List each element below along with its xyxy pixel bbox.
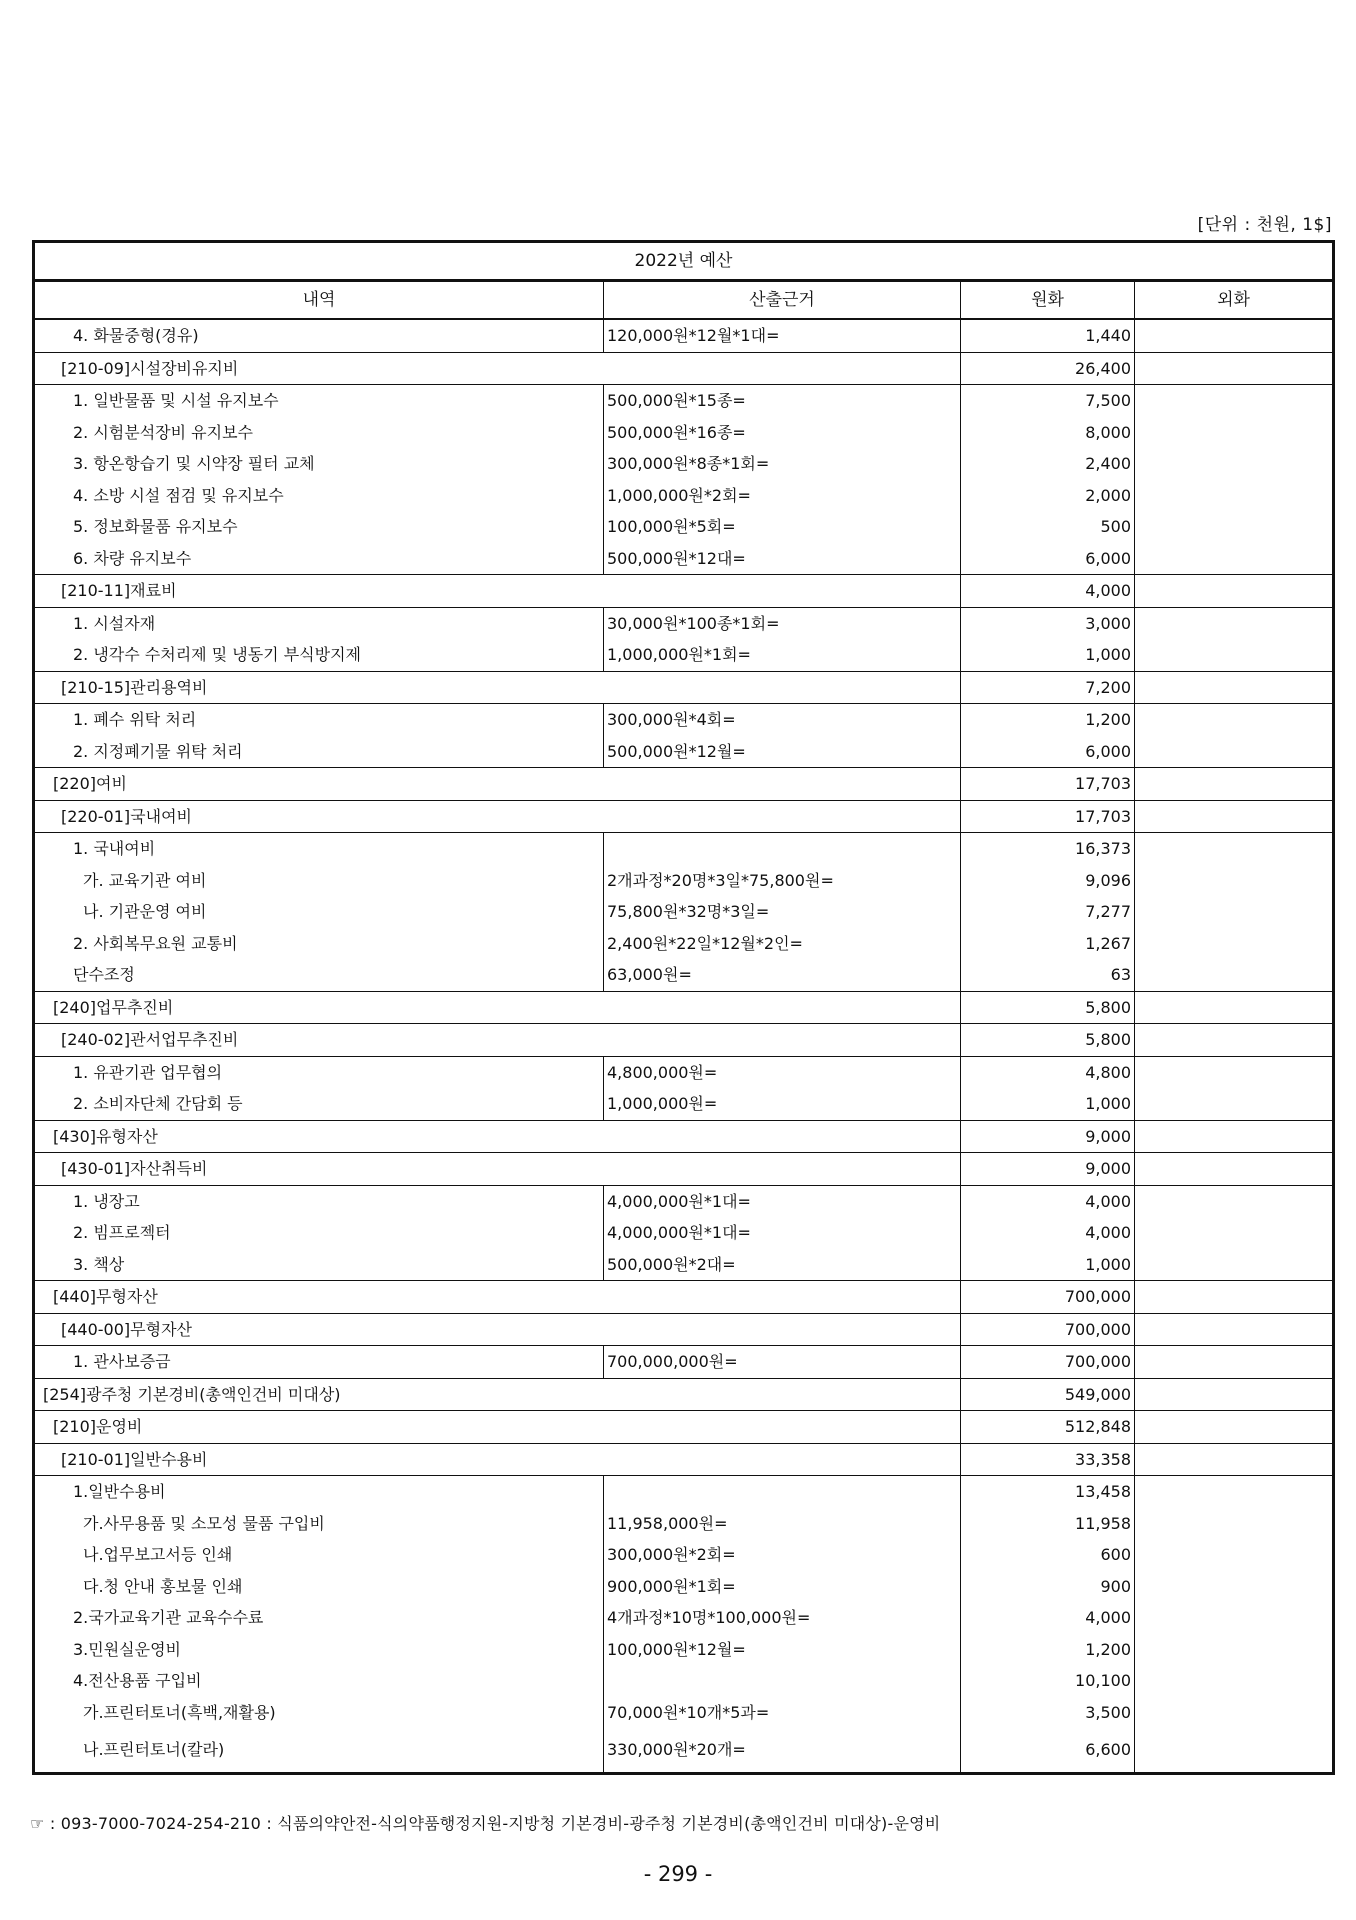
row-foreign — [1135, 1411, 1334, 1444]
row-krw: 4,000 — [961, 1217, 1135, 1249]
row-krw: 3,500 — [961, 1697, 1135, 1729]
row-foreign — [1135, 865, 1334, 897]
row-basis: 120,000원*12월*1대= — [604, 319, 961, 352]
row-item: 가.프린터토너(흑백,재활용) — [83, 1702, 276, 1722]
table-row — [34, 1088, 1334, 1120]
row-basis: 70,000원*10개*5과= — [604, 1697, 961, 1729]
row-krw: 4,000 — [961, 1185, 1135, 1217]
row-basis: 900,000원*1회= — [604, 1571, 961, 1603]
row-item: [210-01]일반수용비 — [34, 1443, 961, 1476]
column-header-krw: 원화 — [961, 281, 1135, 320]
table-row — [34, 991, 1334, 1024]
table-row — [34, 896, 1334, 928]
row-foreign — [1135, 385, 1334, 417]
table-row — [34, 1056, 1334, 1088]
row-foreign — [1135, 1024, 1334, 1057]
table-row — [34, 865, 1334, 897]
column-header-basis: 산출근거 — [604, 281, 961, 320]
table-row — [34, 1728, 1334, 1774]
row-item: [210-09]시설장비유지비 — [34, 352, 961, 385]
table-row — [34, 319, 1334, 352]
row-krw: 4,000 — [961, 1602, 1135, 1634]
row-krw: 10,100 — [961, 1665, 1135, 1697]
row-foreign — [1135, 607, 1334, 639]
row-foreign — [1135, 575, 1334, 608]
table-row — [34, 1411, 1334, 1444]
row-item: 2. 지정폐기물 위탁 처리 — [73, 741, 243, 761]
row-basis: 4,000,000원*1대= — [604, 1217, 961, 1249]
row-foreign — [1135, 959, 1334, 991]
table-row — [34, 575, 1334, 608]
row-foreign — [1135, 1508, 1334, 1540]
row-item: [254]광주청 기본경비(총액인건비 미대상) — [34, 1378, 961, 1411]
row-item: 2. 소비자단체 간담회 등 — [73, 1094, 243, 1114]
row-krw: 4,000 — [961, 575, 1135, 608]
row-foreign — [1135, 1634, 1334, 1666]
row-basis: 500,000원*12월= — [604, 736, 961, 768]
table-row — [34, 448, 1334, 480]
table-row — [34, 607, 1334, 639]
row-basis: 1,000,000원*1회= — [604, 639, 961, 671]
row-item: 1. 폐수 위탁 처리 — [34, 704, 604, 736]
table-row — [34, 480, 1334, 512]
row-item: 2. 시험분석장비 유지보수 — [73, 422, 253, 442]
table-row — [34, 1120, 1334, 1153]
row-foreign — [1135, 800, 1334, 833]
row-item: 2. 냉각수 수처리제 및 냉동기 부식방지제 — [73, 645, 361, 665]
table-row — [34, 1634, 1334, 1666]
row-item: 5. 정보화물품 유지보수 — [73, 517, 238, 537]
table-row — [34, 1024, 1334, 1057]
year-label: 2022년 예산 — [34, 242, 1334, 281]
row-krw: 700,000 — [961, 1346, 1135, 1379]
row-foreign — [1135, 1185, 1334, 1217]
row-item: 가.사무용품 및 소모성 물품 구입비 — [83, 1513, 325, 1533]
table-header-year — [34, 242, 1334, 281]
row-krw: 4,800 — [961, 1056, 1135, 1088]
row-foreign — [1135, 1346, 1334, 1379]
row-krw: 17,703 — [961, 768, 1135, 801]
row-foreign — [1135, 1571, 1334, 1603]
table-row — [34, 639, 1334, 671]
table-row — [34, 1217, 1334, 1249]
row-foreign — [1135, 639, 1334, 671]
row-item: 나.프린터토너(칼라) — [83, 1740, 225, 1759]
row-item: [240]업무추진비 — [34, 991, 961, 1024]
row-basis: 2개과정*20명*3일*75,800원= — [604, 865, 961, 897]
row-foreign — [1135, 991, 1334, 1024]
row-item: 4.전산용품 구입비 — [73, 1671, 202, 1691]
row-basis: 63,000원= — [604, 959, 961, 991]
table-row — [34, 768, 1334, 801]
table-row — [34, 1249, 1334, 1281]
row-krw: 16,373 — [961, 833, 1135, 865]
row-krw: 1,440 — [961, 319, 1135, 352]
table-row — [34, 352, 1334, 385]
table-row — [34, 1665, 1334, 1697]
table-row — [34, 1313, 1334, 1346]
row-item: [430-01]자산취득비 — [34, 1153, 961, 1186]
row-item: [240-02]관서업무추진비 — [34, 1024, 961, 1057]
column-header-foreign: 외화 — [1135, 281, 1334, 320]
row-krw: 9,000 — [961, 1120, 1135, 1153]
table-row — [34, 833, 1334, 865]
row-foreign — [1135, 352, 1334, 385]
row-item: [440-00]무형자산 — [34, 1313, 961, 1346]
row-foreign — [1135, 1056, 1334, 1088]
row-basis: 30,000원*100종*1회= — [604, 607, 961, 639]
row-krw: 63 — [961, 959, 1135, 991]
row-item: 1.일반수용비 — [34, 1476, 604, 1508]
row-krw: 549,000 — [961, 1378, 1135, 1411]
row-krw: 5,800 — [961, 991, 1135, 1024]
row-krw: 1,000 — [961, 1088, 1135, 1120]
row-item: 1. 국내여비 — [34, 833, 604, 865]
row-item: [210-15]관리용역비 — [34, 671, 961, 704]
row-basis: 100,000원*12월= — [604, 1634, 961, 1666]
row-basis: 300,000원*8종*1회= — [604, 448, 961, 480]
row-item: 1. 일반물품 및 시설 유지보수 — [34, 385, 604, 417]
row-basis: 4,000,000원*1대= — [604, 1185, 961, 1217]
row-krw: 7,500 — [961, 385, 1135, 417]
row-basis: 700,000,000원= — [604, 1346, 961, 1379]
row-krw: 33,358 — [961, 1443, 1135, 1476]
row-item: [440]무형자산 — [34, 1281, 961, 1314]
row-foreign — [1135, 1088, 1334, 1120]
row-krw: 6,000 — [961, 543, 1135, 575]
row-basis — [604, 1665, 961, 1697]
row-item: [430]유형자산 — [34, 1120, 961, 1153]
row-item: 다.청 안내 홍보물 인쇄 — [83, 1576, 243, 1596]
table-row — [34, 704, 1334, 736]
unit-note: [단위 : 천원, 1$] — [1197, 215, 1332, 235]
table-row — [34, 1476, 1334, 1508]
row-foreign — [1135, 1665, 1334, 1697]
row-item: 3. 항온항습기 및 시약장 필터 교체 — [73, 454, 315, 474]
row-foreign — [1135, 1249, 1334, 1281]
row-krw: 3,000 — [961, 607, 1135, 639]
row-krw: 26,400 — [961, 352, 1135, 385]
table-row — [34, 1602, 1334, 1634]
table-row — [34, 1346, 1334, 1379]
row-basis: 500,000원*2대= — [604, 1249, 961, 1281]
table-row — [34, 1697, 1334, 1729]
row-krw: 1,200 — [961, 704, 1135, 736]
row-foreign — [1135, 1443, 1334, 1476]
row-item: 나.업무보고서등 인쇄 — [83, 1545, 233, 1565]
row-item: 3.민원실운영비 — [73, 1639, 182, 1659]
column-header-item: 내역 — [34, 281, 604, 320]
row-foreign — [1135, 448, 1334, 480]
row-foreign — [1135, 1476, 1334, 1508]
row-krw: 8,000 — [961, 417, 1135, 449]
row-basis: 1,000,000원*2회= — [604, 480, 961, 512]
row-foreign — [1135, 1539, 1334, 1571]
row-basis: 75,800원*32명*3일= — [604, 896, 961, 928]
row-foreign — [1135, 928, 1334, 960]
row-basis: 500,000원*15종= — [604, 385, 961, 417]
table-row — [34, 511, 1334, 543]
row-item: 2.국가교육기관 교육수수료 — [73, 1608, 264, 1628]
row-foreign — [1135, 1217, 1334, 1249]
row-item: 1. 시설자재 — [34, 607, 604, 639]
row-foreign — [1135, 511, 1334, 543]
row-foreign — [1135, 1153, 1334, 1186]
table-row — [34, 959, 1334, 991]
row-krw: 700,000 — [961, 1313, 1135, 1346]
row-basis: 300,000원*4회= — [604, 704, 961, 736]
row-item: [210-11]재료비 — [34, 575, 961, 608]
row-foreign — [1135, 543, 1334, 575]
row-krw: 2,400 — [961, 448, 1135, 480]
row-krw: 500 — [961, 511, 1135, 543]
row-krw: 1,267 — [961, 928, 1135, 960]
table-row — [34, 671, 1334, 704]
row-basis: 2,400원*22일*12월*2인= — [604, 928, 961, 960]
row-krw: 13,458 — [961, 1476, 1135, 1508]
page-number: - 299 - — [643, 1862, 713, 1886]
row-foreign — [1135, 833, 1334, 865]
row-foreign — [1135, 768, 1334, 801]
row-krw: 7,200 — [961, 671, 1135, 704]
row-basis: 330,000원*20개= — [604, 1728, 961, 1774]
row-krw: 11,958 — [961, 1508, 1135, 1540]
row-krw: 9,096 — [961, 865, 1135, 897]
row-krw: 5,800 — [961, 1024, 1135, 1057]
row-item: 3. 책상 — [73, 1254, 125, 1274]
row-krw: 1,200 — [961, 1634, 1135, 1666]
row-krw: 1,000 — [961, 1249, 1135, 1281]
row-item: 나. 기관운영 여비 — [83, 902, 207, 922]
row-krw: 6,600 — [961, 1728, 1135, 1774]
table-row — [34, 800, 1334, 833]
row-foreign — [1135, 1602, 1334, 1634]
row-basis: 11,958,000원= — [604, 1508, 961, 1540]
row-basis: 500,000원*12대= — [604, 543, 961, 575]
row-item: [220]여비 — [34, 768, 961, 801]
table-row — [34, 543, 1334, 575]
row-foreign — [1135, 736, 1334, 768]
table-row — [34, 928, 1334, 960]
row-basis: 100,000원*5회= — [604, 511, 961, 543]
row-foreign — [1135, 704, 1334, 736]
row-item: [210]운영비 — [34, 1411, 961, 1444]
row-krw: 700,000 — [961, 1281, 1135, 1314]
row-basis — [604, 833, 961, 865]
row-foreign — [1135, 480, 1334, 512]
table-row — [34, 1443, 1334, 1476]
row-basis: 4,800,000원= — [604, 1056, 961, 1088]
row-foreign — [1135, 1378, 1334, 1411]
row-foreign — [1135, 319, 1334, 352]
row-foreign — [1135, 1281, 1334, 1314]
row-krw: 17,703 — [961, 800, 1135, 833]
row-foreign — [1135, 1313, 1334, 1346]
table-row — [34, 1539, 1334, 1571]
table-row — [34, 385, 1334, 417]
row-krw: 600 — [961, 1539, 1135, 1571]
row-item: 1. 냉장고 — [34, 1185, 604, 1217]
row-krw: 6,000 — [961, 736, 1135, 768]
row-item: 가. 교육기관 여비 — [83, 870, 207, 890]
budget-table — [32, 240, 1335, 1775]
account-code-note: ☞ : 093-7000-7024-254-210 : 식품의약안전-식의약품행정지원-지방청 기본경비-광주청 기본경비(총액인건비 미대상)-운영비 — [30, 1814, 941, 1833]
row-basis: 300,000원*2회= — [604, 1539, 961, 1571]
row-krw: 9,000 — [961, 1153, 1135, 1186]
row-krw: 900 — [961, 1571, 1135, 1603]
table-row — [34, 1378, 1334, 1411]
row-basis: 4개과정*10명*100,000원= — [604, 1602, 961, 1634]
row-foreign — [1135, 1728, 1334, 1774]
row-krw: 512,848 — [961, 1411, 1135, 1444]
row-item: 1. 유관기관 업무협의 — [34, 1056, 604, 1088]
row-item: 1. 관사보증금 — [34, 1346, 604, 1379]
table-row — [34, 1281, 1334, 1314]
table-row — [34, 1153, 1334, 1186]
row-foreign — [1135, 896, 1334, 928]
table-row — [34, 1571, 1334, 1603]
table-row — [34, 736, 1334, 768]
row-item: 2. 사회복무요원 교통비 — [73, 933, 238, 953]
table-row — [34, 417, 1334, 449]
row-basis: 500,000원*16종= — [604, 417, 961, 449]
table-row — [34, 1185, 1334, 1217]
row-foreign — [1135, 1120, 1334, 1153]
row-foreign — [1135, 417, 1334, 449]
row-basis: 1,000,000원= — [604, 1088, 961, 1120]
row-item: 6. 차량 유지보수 — [73, 548, 192, 568]
row-item: 4. 소방 시설 점검 및 유지보수 — [73, 485, 284, 505]
row-krw: 2,000 — [961, 480, 1135, 512]
row-foreign — [1135, 671, 1334, 704]
row-item: 4. 화물중형(경유) — [73, 326, 199, 346]
row-item: 단수조정 — [73, 965, 135, 985]
row-basis — [604, 1476, 961, 1508]
row-krw: 7,277 — [961, 896, 1135, 928]
table-row — [34, 1508, 1334, 1540]
row-item: 2. 빔프로젝터 — [73, 1223, 171, 1243]
row-item: [220-01]국내여비 — [34, 800, 961, 833]
table-header-columns — [34, 281, 1334, 320]
row-foreign — [1135, 1697, 1334, 1729]
row-krw: 1,000 — [961, 639, 1135, 671]
